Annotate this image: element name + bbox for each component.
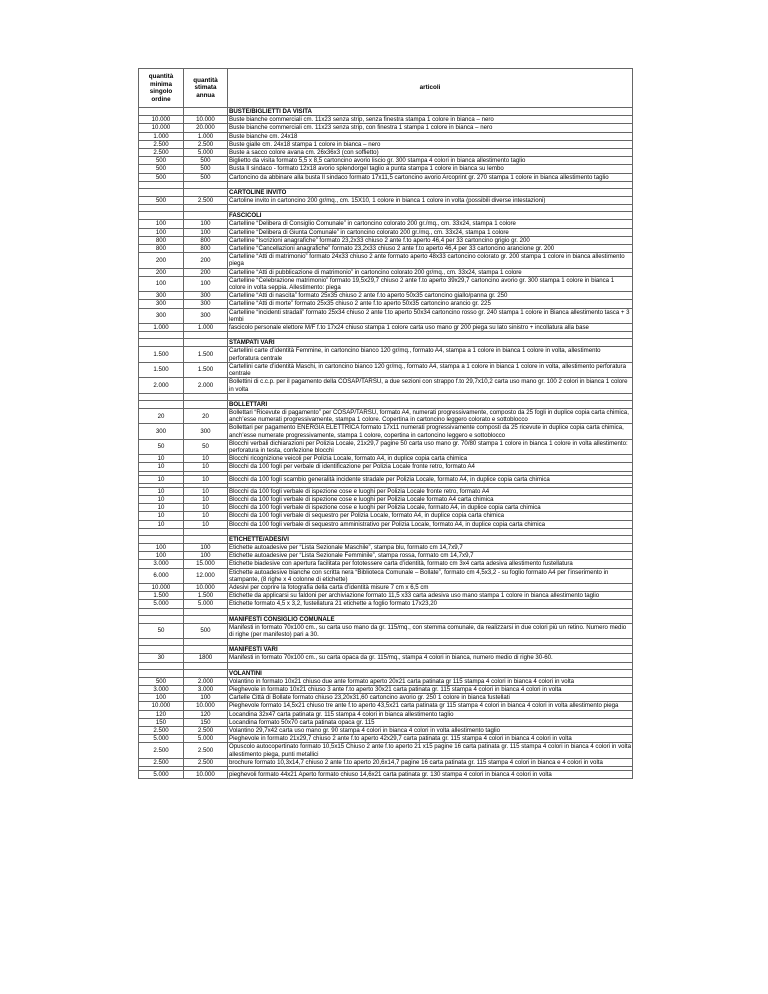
spacer-cell xyxy=(139,393,184,400)
table-header-row xyxy=(139,69,633,108)
item-description-cell: Blocchi verbali dichiarazioni per Polizia Locale, 21x29,7 pagine 50 carta uso mano gr. 70/80 stampa 1 colore in bianca 1 colore in volta allestimento: perforatura in testa, confezione blocchi xyxy=(228,439,633,454)
item-description-cell: Blocchi da 100 fogli verbale di sequestro per Polizia Locale, formato A4, in duplice copia carta chimica xyxy=(228,512,633,520)
annual-quantity-cell: 2.000 xyxy=(184,378,228,393)
spacer-cell xyxy=(139,205,184,212)
item-description-cell: Blocchi da 100 fogli verbale di ispezione cose e luoghi per Polizia Locale formato A4 carta chimica xyxy=(228,495,633,503)
spacer-cell xyxy=(184,662,228,669)
table-row xyxy=(139,173,633,181)
table-row xyxy=(139,455,633,463)
table-row xyxy=(139,512,633,520)
item-description-cell: pieghevoli formato 44x21 Aperto formato chiuso 14,6x21 carta patinata gr. 130 stampa 4 colori in bianca 4 colori in volta xyxy=(228,771,633,779)
min-quantity-cell: 10 xyxy=(139,455,184,463)
empty-cell xyxy=(139,646,184,654)
annual-quantity-cell: 100 xyxy=(184,552,228,560)
min-quantity-cell: 500 xyxy=(139,173,184,181)
min-quantity-cell: 10.000 xyxy=(139,116,184,124)
annual-quantity-cell: 1.500 xyxy=(184,362,228,377)
spacer-row xyxy=(139,608,633,615)
annual-quantity-cell: 10 xyxy=(184,504,228,512)
min-quantity-cell: 2.000 xyxy=(139,378,184,393)
item-description-cell: Etichette autoadesive bianche con scritta nera “Biblioteca Comunale – Bollate”, formato cm 4,5x3,2 - su foglio formato A4 per l’inserimento in stampante, (8 righe x 4 colonne di etichette) xyxy=(228,568,633,583)
table-row xyxy=(139,743,633,758)
spacer-row xyxy=(139,662,633,669)
empty-cell xyxy=(139,339,184,347)
item-description-cell: Cartelline “Atti di morte” formato 25x35 chiuso 2 ante f.to aperto 50x35 cartoncino arancio gr. 225 xyxy=(228,300,633,308)
section-header-row xyxy=(139,615,633,623)
item-description-cell: Etichette autoadesive per “Lista Sezionale Femminile”, stampa rossa, formato cm 14,7x9,7 xyxy=(228,552,633,560)
empty-cell xyxy=(139,108,184,116)
min-quantity-cell: 10.000 xyxy=(139,124,184,132)
annual-quantity-cell: 10 xyxy=(184,512,228,520)
annual-quantity-cell: 10 xyxy=(184,487,228,495)
table-row xyxy=(139,362,633,377)
table-row xyxy=(139,758,633,766)
table-row xyxy=(139,228,633,236)
empty-cell xyxy=(184,108,228,116)
spacer-row xyxy=(139,205,633,212)
table-body xyxy=(139,108,633,779)
min-quantity-cell: 5.000 xyxy=(139,735,184,743)
annual-quantity-cell: 5.000 xyxy=(184,600,228,608)
annual-quantity-cell: 300 xyxy=(184,424,228,439)
annual-quantity-cell: 800 xyxy=(184,245,228,253)
annual-quantity-cell: 300 xyxy=(184,308,228,323)
table-row xyxy=(139,324,633,332)
table-row xyxy=(139,702,633,710)
annual-quantity-cell: 120 xyxy=(184,710,228,718)
table-row xyxy=(139,694,633,702)
item-description-cell: Cartellini carte d’identità Femmine, in cartoncino bianco 120 gr/mq., formato A4, stampa a 1 colore in bianca 1 colore in volta, allestimento perforatura centrale xyxy=(228,347,633,362)
table-row xyxy=(139,592,633,600)
spacer-cell xyxy=(184,608,228,615)
section-header-row xyxy=(139,535,633,543)
table-row xyxy=(139,475,633,483)
spacer-cell xyxy=(184,528,228,535)
annual-quantity-cell: 5.000 xyxy=(184,149,228,157)
min-quantity-cell: 2.500 xyxy=(139,758,184,766)
annual-quantity-cell: 100 xyxy=(184,276,228,291)
item-description-cell: Buste a sacco colore avana cm. 26x36x3 (con soffietto) xyxy=(228,149,633,157)
item-description-cell: Etichette formato 4,5 x 3,2, fustellatura 21 etichette a foglio formato 17x23,20 xyxy=(228,600,633,608)
table-row xyxy=(139,463,633,471)
empty-cell xyxy=(184,400,228,408)
min-quantity-cell: 2.500 xyxy=(139,149,184,157)
spacer-cell xyxy=(139,608,184,615)
spacer-cell xyxy=(228,205,633,212)
min-quantity-cell: 500 xyxy=(139,677,184,685)
item-description-cell: Cartelline “Iscrizioni anagrafiche” formato 23,2x33 chiuso 2 ante f.to aperto 46,4 per 33 cartoncino grigio gr. 200 xyxy=(228,236,633,244)
spacer-cell xyxy=(139,639,184,646)
section-header-row xyxy=(139,400,633,408)
min-quantity-cell: 5.000 xyxy=(139,600,184,608)
min-quantity-cell: 10 xyxy=(139,520,184,528)
min-quantity-cell: 6.000 xyxy=(139,568,184,583)
min-quantity-cell: 300 xyxy=(139,308,184,323)
annual-quantity-cell: 500 xyxy=(184,623,228,638)
section-title: BUSTE/BIGLIETTI DA VISITA xyxy=(228,108,633,116)
table-row xyxy=(139,727,633,735)
item-description-cell: Buste gialle cm. 24x18 stampa 1 colore in bianca – nero xyxy=(228,140,633,148)
min-quantity-cell: 200 xyxy=(139,253,184,268)
table-row xyxy=(139,439,633,454)
item-description-cell: Cartelline “Delibera di Giunta Comunale” in cartoncino colorato 200 gr./mq., cm. 33x24, stampa 1 colore xyxy=(228,228,633,236)
annual-quantity-cell: 10.000 xyxy=(184,116,228,124)
annual-quantity-cell: 100 xyxy=(184,220,228,228)
table-row xyxy=(139,245,633,253)
table-row xyxy=(139,132,633,140)
item-description-cell: Cartelline “Celebrazione matrimonio” formato 19,5x29,7 chiuso 2 ante f.to aperto 39x29,7 cartoncino avorio gr. 300 stampa 1 colore in bianca 1 colore in volta seppia. Allestimento: piega xyxy=(228,276,633,291)
table-row xyxy=(139,487,633,495)
min-quantity-cell: 1.000 xyxy=(139,132,184,140)
section-header-row xyxy=(139,212,633,220)
min-quantity-cell: 500 xyxy=(139,197,184,205)
table-row xyxy=(139,520,633,528)
min-quantity-cell: 500 xyxy=(139,165,184,173)
spacer-cell xyxy=(184,181,228,188)
table-row xyxy=(139,560,633,568)
table-row xyxy=(139,253,633,268)
table-row xyxy=(139,165,633,173)
item-description-cell: Buste bianche cm. 24x18 xyxy=(228,132,633,140)
min-quantity-cell: 300 xyxy=(139,292,184,300)
min-quantity-cell: 120 xyxy=(139,710,184,718)
section-title: BOLLETTARI xyxy=(228,400,633,408)
header-min-quantity: quantità minima singolo ordine xyxy=(139,69,184,108)
annual-quantity-cell: 10 xyxy=(184,495,228,503)
item-description-cell: Cartellini carte d’identità Maschi, in cartoncino bianco 120 gr/mq., formato A4, stampa a 1 colore in bianca 1 colore in volta, allestimento perforatura centrale xyxy=(228,362,633,377)
item-description-cell: Blocchi da 100 fogli scambio generalità incidente stradale per Polizia Locale, formato A4, in duplice copia carta chimica xyxy=(228,475,633,483)
section-title: MANIFESTI CONSIGLIO COMUNALE xyxy=(228,615,633,623)
annual-quantity-cell: 2.500 xyxy=(184,743,228,758)
table-row xyxy=(139,424,633,439)
annual-quantity-cell: 1.000 xyxy=(184,132,228,140)
table-row xyxy=(139,276,633,291)
table-row xyxy=(139,654,633,662)
annual-quantity-cell: 1.500 xyxy=(184,592,228,600)
table-row xyxy=(139,347,633,362)
annual-quantity-cell: 200 xyxy=(184,253,228,268)
spacer-cell xyxy=(184,332,228,339)
item-description-cell: Opuscolo autocopertinato formato 10,5x15 Chiuso 2 ante f.to aperto 21 x15 pagine 16 carta patinata gr. 115 stampa 4 colori in bianca 4 colori in volta allestimento piega, punti metallici xyxy=(229,743,631,758)
item-description-cell: Locandina 32x47 carta patinata gr. 115 stampa 4 colori in bianca allestimento taglio xyxy=(228,710,633,718)
item-description-cell: Cartelline “Atti di pubblicazione di matrimonio” in cartoncino colorato 200 gr/mq., cm. 33x24, stampa 1 colore xyxy=(228,268,633,276)
section-header-row xyxy=(139,339,633,347)
min-quantity-cell: 3.000 xyxy=(139,686,184,694)
table-row xyxy=(139,220,633,228)
item-description-cell: Cartelline “Atti di matrimonio” formato 24x33 chiuso 2 ante formato aperto 48x33 cartoncino colorato gr. 200 stampa 1 colore in bianca allestimento piega xyxy=(228,253,633,268)
section-header-row xyxy=(139,108,633,116)
item-description-cell: Cartelle Città di Bollate formato chiuso 23,20x31,60 cartoncino avorio gr. 250 1 colore in bianca fustellati xyxy=(228,694,633,702)
item-description-cell: Buste bianche commerciali cm. 11x23 senza strip, senza finestra stampa 1 colore in bianca – nero xyxy=(228,116,633,124)
item-description-cell: Bollettari per pagamento ENERGIA ELETTRICA formato 17x11 numerati progressivamente composti da 25 ricevute in duplice copia carta chimica, anch’esse numerate progressivamente, stampa 1 colore, copertina in cartoncino leggero e sottoblocco xyxy=(228,424,633,439)
spacer-cell xyxy=(228,393,633,400)
item-description-cell: Bollettini di c.c.p. per il pagamento della COSAP/TARSU, a due sezioni con strappo f.to 29,7x10,2 carta uso mano gr. 100 2 colori in bianca 1 colore in volta xyxy=(228,378,633,393)
item-description-cell: Locandina formato 50x70 carta patinata opaca gr. 115 xyxy=(228,718,633,726)
annual-quantity-cell: 15.000 xyxy=(184,560,228,568)
item-description-cell: Cartelline “incidenti stradali” formato 25x34 chiuso 2 ante f.to aperto 50x34 cartoncino rosso gr. 240 stampa 1 colore in Bianca allestimento tasca + 3 lembi xyxy=(228,308,633,323)
annual-quantity-cell: 2.500 xyxy=(184,197,228,205)
spacer-cell xyxy=(184,639,228,646)
empty-cell xyxy=(184,535,228,543)
annual-quantity-cell: 200 xyxy=(184,268,228,276)
item-description-cell: Manifesti in formato 70x100 cm., su carta opaca da gr. 115/mq., stampa 4 colori in bianca, numero medio di righe 30-60. xyxy=(228,654,633,662)
table-row xyxy=(139,116,633,124)
spacer-row xyxy=(139,528,633,535)
annual-quantity-cell: 20 xyxy=(184,408,228,423)
annual-quantity-cell: 500 xyxy=(184,173,228,181)
empty-cell xyxy=(139,615,184,623)
table-row xyxy=(139,543,633,551)
item-description-cell: Bollettari “Ricevute di pagamento” per COSAP/TARSU, formato A4, numerati progressivamente, composto da 25 fogli in duplice copia carta chimica, anch’esse numerati progressivamente, stampa 1 colore. Copertina in cartoncino leggero colorato e sottoblocco xyxy=(228,408,633,423)
annual-quantity-cell: 100 xyxy=(184,228,228,236)
item-description-cell: Manifesti in formato 70x100 cm., su carta uso mano da gr. 115/mq., con stemma comunale, da realizzarsi in due colori più un retino. Numero medio di righe (per manifesto) pari a 30. xyxy=(228,623,633,638)
min-quantity-cell: 10 xyxy=(139,487,184,495)
min-quantity-cell: 10.000 xyxy=(139,583,184,591)
item-description-cell: Busta Il sindaco - formato 12x18 avorio splendorgel taglio a punta stampa 1 colore in bianca su lembo xyxy=(228,165,633,173)
annual-quantity-cell: 100 xyxy=(184,543,228,551)
empty-cell xyxy=(139,212,184,220)
item-description-cell: fascicolo personale elettore M/F f.to 17x24 chiuso stampa 1 colore carta uso mano gr 200 piega su lato sinistro + incollatura alla base xyxy=(228,324,633,332)
min-quantity-cell: 10 xyxy=(139,495,184,503)
item-description-cell: Cartoncino da abbinare alla busta Il sindaco formato 17x11,5 cartoncino avorio Arcoprint gr. 270 stampa 1 colore in bianca allestimento taglio xyxy=(228,173,633,181)
section-title: VOLANTINI xyxy=(228,669,633,677)
table-row xyxy=(139,718,633,726)
min-quantity-cell: 3.000 xyxy=(139,560,184,568)
annual-quantity-cell: 150 xyxy=(184,718,228,726)
min-quantity-cell: 50 xyxy=(139,623,184,638)
min-quantity-cell: 10 xyxy=(139,512,184,520)
spacer-cell xyxy=(139,528,184,535)
annual-quantity-cell: 500 xyxy=(184,165,228,173)
annual-quantity-cell: 2.500 xyxy=(184,727,228,735)
item-description-cell: Pieghevole formato 14,5x21 chiuso tre ante f.to aperto 43,5x21 carta patinata gr 115 stampa 4 colori in bianca 4 colori in volta allestimento piega xyxy=(228,702,633,710)
table-row xyxy=(139,300,633,308)
item-description-cell: Cartelline “Cancellazioni anagrafiche” formato 23,2x33 chiuso 2 ante f.to aperto 46,4 per 33 cartoncino arancione gr. 200 xyxy=(228,245,633,253)
item-description-cell: Blocchi ricognizione veicoli per Polizia Locale, formato A4, in duplice copia carta chimica xyxy=(228,455,633,463)
section-header-row xyxy=(139,669,633,677)
item-description-cell: Cartelline “Delibera di Consiglio Comunale” in cartoncino colorato 200 gr./mq., cm. 33x24, stampa 1 colore xyxy=(228,220,633,228)
annual-quantity-cell: 10.000 xyxy=(184,771,228,779)
empty-cell xyxy=(139,669,184,677)
item-description-cell: Pieghevole in formato 21x29,7 chiuso 2 ante f.to aperto 42x29,7 carta patinata gr. 115 stampa 4 colori in bianca 4 colori in volta xyxy=(228,735,633,743)
min-quantity-cell: 20 xyxy=(139,408,184,423)
min-quantity-cell: 2.500 xyxy=(139,727,184,735)
min-quantity-cell: 200 xyxy=(139,268,184,276)
table-row xyxy=(139,149,633,157)
item-description-cell: Blocchi da 100 fogli per verbale di identificazione per Polizia Locale fronte retro, formato A4 xyxy=(228,463,633,471)
header-items: articoli xyxy=(228,69,633,108)
item-description-cell: Blocchi da 100 fogli verbale di ispezione cose e luoghi per Polizia Locale fronte retro, formato A4 xyxy=(228,487,633,495)
spacer-cell xyxy=(228,639,633,646)
table-row xyxy=(139,408,633,423)
spacer-cell xyxy=(139,332,184,339)
spacer-cell xyxy=(184,393,228,400)
section-title: MANIFESTI VARI xyxy=(228,646,633,654)
empty-cell xyxy=(184,339,228,347)
header-annual-quantity: quantità stimata annua xyxy=(184,69,228,108)
annual-quantity-cell: 1.000 xyxy=(184,324,228,332)
min-quantity-cell: 1.500 xyxy=(139,592,184,600)
min-quantity-cell: 1.000 xyxy=(139,324,184,332)
annual-quantity-cell: 10 xyxy=(184,463,228,471)
min-quantity-cell: 500 xyxy=(139,157,184,165)
spacer-cell xyxy=(228,181,633,188)
min-quantity-cell: 1.500 xyxy=(139,362,184,377)
table-row xyxy=(139,197,633,205)
table-row xyxy=(139,292,633,300)
min-quantity-cell: 10 xyxy=(139,463,184,471)
min-quantity-cell: 100 xyxy=(139,552,184,560)
item-description-cell: Biglietto da visita formato 5,5 x 8,5 cartoncino avorio liscio gr. 300 stampa 4 colori in bianca allestimento taglio xyxy=(228,157,633,165)
spacer-row xyxy=(139,332,633,339)
table-row xyxy=(139,686,633,694)
table-row xyxy=(139,495,633,503)
min-quantity-cell: 800 xyxy=(139,236,184,244)
min-quantity-cell: 30 xyxy=(139,654,184,662)
section-title: FASCICOLI xyxy=(228,212,633,220)
table-row xyxy=(139,735,633,743)
table-row xyxy=(139,600,633,608)
spacer-cell xyxy=(228,528,633,535)
table-row xyxy=(139,268,633,276)
annual-quantity-cell: 50 xyxy=(184,439,228,454)
annual-quantity-cell: 3.000 xyxy=(184,686,228,694)
table-row xyxy=(139,771,633,779)
min-quantity-cell: 2.500 xyxy=(139,743,184,758)
section-title: STAMPATI VARI xyxy=(228,339,633,347)
table-row xyxy=(139,157,633,165)
table-row xyxy=(139,583,633,591)
item-description-cell: Blocchi da 100 fogli verbale di ispezione cose e luoghi per Polizia Locale, formato A4, in duplice copia carta chimica xyxy=(228,504,633,512)
min-quantity-cell: 2.500 xyxy=(139,140,184,148)
min-quantity-cell: 100 xyxy=(139,276,184,291)
min-quantity-cell: 100 xyxy=(139,228,184,236)
empty-cell xyxy=(184,669,228,677)
min-quantity-cell: 800 xyxy=(139,245,184,253)
item-description-cell: Adesivi per coprire la fotografia della carta d’identità misure 7 cm x 6,5 cm xyxy=(228,583,633,591)
annual-quantity-cell: 12.000 xyxy=(184,568,228,583)
empty-cell xyxy=(184,212,228,220)
table-row xyxy=(139,124,633,132)
annual-quantity-cell: 10 xyxy=(184,455,228,463)
annual-quantity-cell: 1800 xyxy=(184,654,228,662)
min-quantity-cell: 10.000 xyxy=(139,702,184,710)
item-description-cell: Pieghevole in formato 10x21 chiuso 3 ante f.to aperto 30x21 carta patinata gr. 115 stampa 4 colori in bianca 4 colori in volta xyxy=(228,686,633,694)
price-list-table xyxy=(138,68,633,779)
empty-cell xyxy=(139,188,184,196)
annual-quantity-cell: 10 xyxy=(184,475,228,483)
item-description-cell: Cartelline “Atti di nascita” formato 25x35 chiuso 2 ante f.to aperto 50x35 cartoncino giallo/panna gr. 250 xyxy=(228,292,633,300)
section-header-row xyxy=(139,646,633,654)
annual-quantity-cell: 100 xyxy=(184,694,228,702)
empty-cell xyxy=(184,615,228,623)
empty-cell xyxy=(184,646,228,654)
min-quantity-cell: 100 xyxy=(139,543,184,551)
table-row xyxy=(139,568,633,583)
spacer-row xyxy=(139,181,633,188)
annual-quantity-cell: 2.500 xyxy=(184,758,228,766)
table-row xyxy=(139,623,633,638)
empty-cell xyxy=(184,188,228,196)
annual-quantity-cell: 800 xyxy=(184,236,228,244)
min-quantity-cell: 150 xyxy=(139,718,184,726)
annual-quantity-cell: 10.000 xyxy=(184,583,228,591)
item-description-cell: Cartoline invito in cartoncino 200 gr/mq., cm. 15X10, 1 colore in bianca 1 colore in volta (possibili diverse intestazioni) xyxy=(228,197,633,205)
item-description-cell: Etichette biadesive con apertura facilitata per fototessere carta d’identità, formato cm 3x4 carta adesiva allestimento fustellatura xyxy=(228,560,633,568)
annual-quantity-cell: 1.500 xyxy=(184,347,228,362)
spacer-row xyxy=(139,639,633,646)
annual-quantity-cell: 10.000 xyxy=(184,702,228,710)
table-row xyxy=(139,308,633,323)
table-row xyxy=(139,140,633,148)
min-quantity-cell: 5.000 xyxy=(139,771,184,779)
section-header-row xyxy=(139,188,633,196)
table-row xyxy=(139,552,633,560)
annual-quantity-cell: 10 xyxy=(184,520,228,528)
min-quantity-cell: 1.500 xyxy=(139,347,184,362)
section-title: CARTOLINE INVITO xyxy=(228,188,633,196)
min-quantity-cell: 100 xyxy=(139,694,184,702)
annual-quantity-cell: 20.000 xyxy=(184,124,228,132)
item-description-cell: Etichette autoadesive per “Lista Sezionale Maschile”, stampa blu, formato cm 14,7x9,7 xyxy=(228,543,633,551)
spacer-cell xyxy=(184,205,228,212)
item-description-cell: brochure formato 10,3x14,7 chiuso 2 ante f.to aperto 20,6x14,7 pagine 16 carta patinata gr. 115 stampa 4 colori in bianca e 4 colori in volta xyxy=(228,758,633,766)
table-row xyxy=(139,677,633,685)
spacer-cell xyxy=(228,608,633,615)
annual-quantity-cell: 5.000 xyxy=(184,735,228,743)
table-row xyxy=(139,378,633,393)
annual-quantity-cell: 2.500 xyxy=(184,140,228,148)
min-quantity-cell: 10 xyxy=(139,475,184,483)
annual-quantity-cell: 300 xyxy=(184,300,228,308)
item-description-cell: Volantino in formato 10x21 chiuso due ante formato aperto 20x21 carta patinata gr 115 stampa 4 colori in bianca 4 colori in volta xyxy=(228,677,633,685)
item-description-cell: Buste bianche commerciali cm. 11x23 senza strip, con finestra 1 stampa 1 colore in bianca – nero xyxy=(228,124,633,132)
table-row xyxy=(139,504,633,512)
annual-quantity-cell: 500 xyxy=(184,157,228,165)
spacer-cell xyxy=(139,662,184,669)
min-quantity-cell: 10 xyxy=(139,504,184,512)
min-quantity-cell: 50 xyxy=(139,439,184,454)
section-title: ETICHETTE/ADESIVI xyxy=(228,535,633,543)
min-quantity-cell: 300 xyxy=(139,424,184,439)
spacer-row xyxy=(139,393,633,400)
table-row xyxy=(139,710,633,718)
min-quantity-cell: 100 xyxy=(139,220,184,228)
annual-quantity-cell: 2.000 xyxy=(184,677,228,685)
item-description-cell: Volantino 29,7x42 carta uso mano gr. 90 stampa 4 colori in bianca 4 colori in volta allestimento taglio xyxy=(228,727,633,735)
table-row xyxy=(139,236,633,244)
item-description-cell: Blocchi da 100 fogli verbale di sequestro amministrativo per Polizia Locale, formato A4, in duplice copia carta chimica xyxy=(228,520,633,528)
annual-quantity-cell: 300 xyxy=(184,292,228,300)
min-quantity-cell: 300 xyxy=(139,300,184,308)
empty-cell xyxy=(139,535,184,543)
empty-cell xyxy=(139,400,184,408)
spacer-cell xyxy=(139,181,184,188)
spacer-cell xyxy=(228,332,633,339)
spacer-cell xyxy=(228,662,633,669)
item-description-cell: Etichette da applicarsi su faldoni per archiviazione formato 11,5 x33 carta adesiva uso mano stampa 1 colore in bianca allestimento taglio xyxy=(228,592,633,600)
